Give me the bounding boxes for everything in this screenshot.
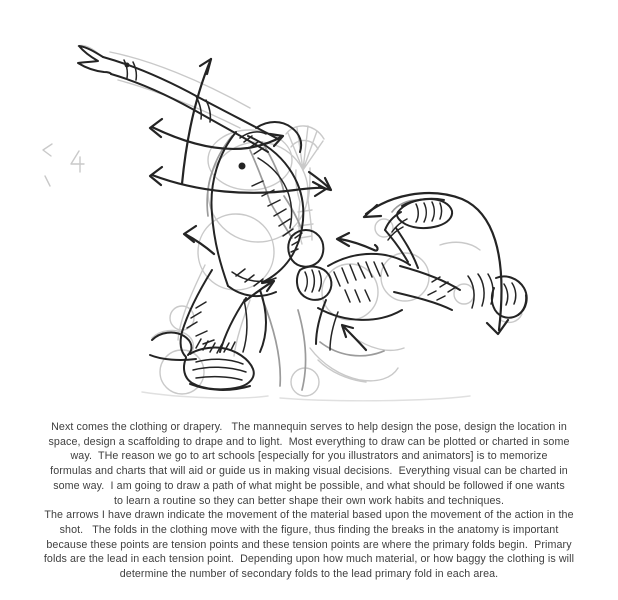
- caption-line: determine the number of secondary folds to the lead primary fold in each area.: [119, 568, 499, 581]
- arrow-left-small: [337, 233, 378, 251]
- caption-line: space, design a scaffolding to drape and to light. Most everything to draw can be plotted or charted in some: [48, 435, 570, 448]
- head: [288, 230, 323, 267]
- paragraph-1: [0, 420, 618, 508]
- caption-line: The arrows I have drawn indicate the movement of the material based upon the movement of the action in the: [44, 509, 574, 522]
- caption-line: because these points are tension points and these tension points are where the primary folds begin. Primary: [46, 538, 572, 551]
- boot-right: [492, 276, 527, 317]
- motion-arrows: [150, 59, 508, 350]
- caption-line: to learn a routine so they can better shape their own work habits and techniques.: [113, 494, 505, 507]
- arrow-chevron-thigh: [184, 226, 214, 254]
- arrow-up-between-legs: [244, 281, 274, 302]
- sneaker: [397, 199, 452, 228]
- arrow-up-left-small: [342, 325, 366, 350]
- caption-line: some way. I am going to draw a path of what might be possible, and what should be followed if one wants: [53, 479, 565, 492]
- caption-line: way. THe reason we go to art schools [especially for you illustrators and animators] is to memorize: [70, 450, 548, 463]
- paragraph-2: [0, 508, 618, 582]
- caption-line: Next comes the clothing or drapery. The mannequin serves to help design the pose, design the location in: [51, 421, 567, 433]
- caption-text: [0, 420, 618, 582]
- arrow-up-right: [182, 59, 211, 184]
- caption-line: folds are the lead in each tension point. Depending upon how much material, or how baggy the clothing is will: [43, 553, 575, 566]
- caption-line: shot. The folds in the clothing move with the figure, thus finding the breaks in the anatomy is important: [59, 523, 559, 536]
- caption-line: formulas and charts that will aid or guide us in making visual decisions. Everything visual can be charted in: [50, 465, 568, 478]
